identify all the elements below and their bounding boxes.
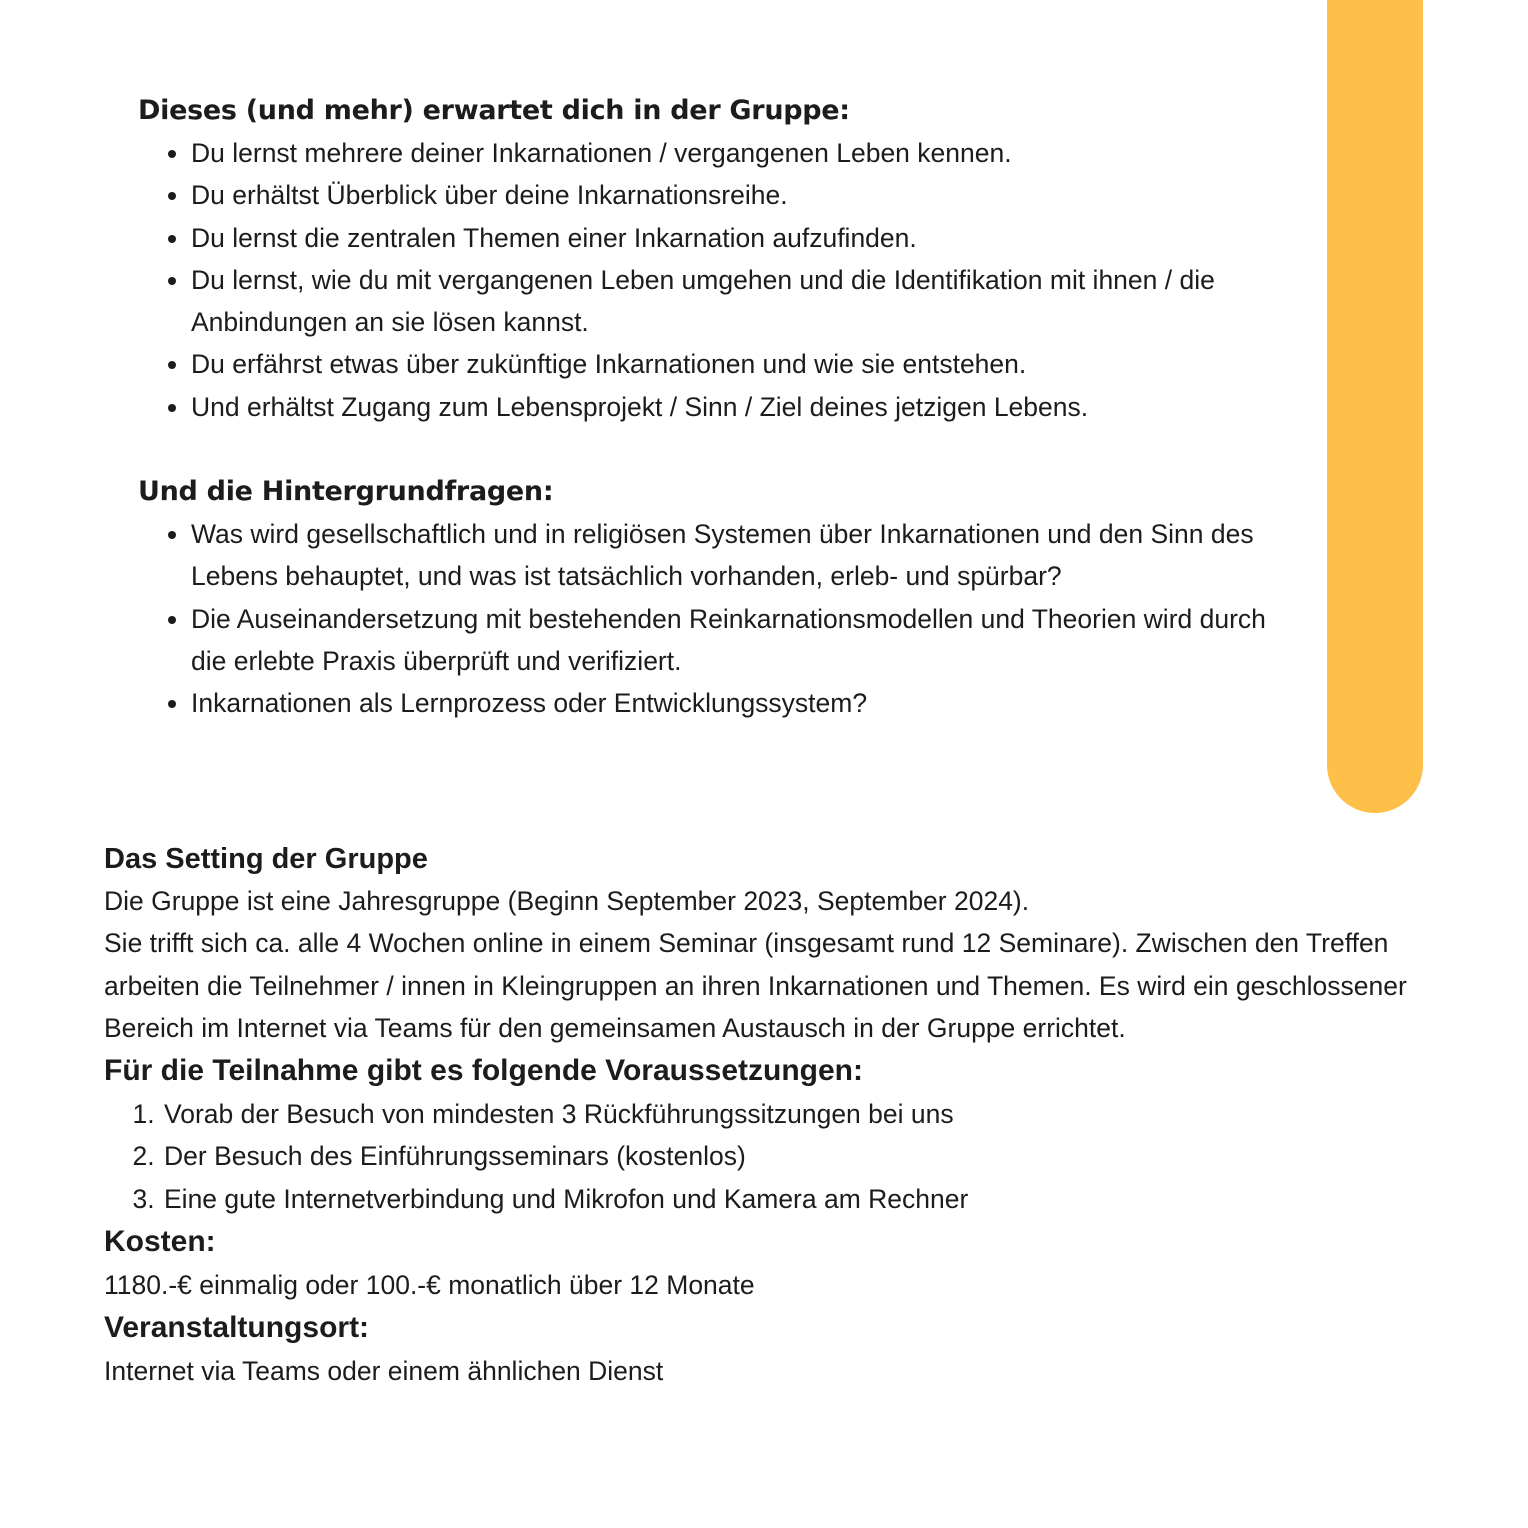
list-item: • Du lernst mehrere deiner Inkarnationen / vergangenen Leben kennen. — [191, 132, 1268, 174]
costs-text: 1180.-€ einmalig oder 100.-€ monatlich über 12 Monate — [104, 1270, 755, 1301]
venue-heading: Veranstaltungsort: — [104, 1311, 370, 1345]
costs-heading: Kosten: — [104, 1225, 216, 1259]
list-item: • Du lernst, wie du mit vergangenen Leben umgehen und die Identifikation mit ihnen / die Anbindungen an sie lösen kannst. — [191, 259, 1268, 344]
list-item: • Du erfährst etwas über zukünftige Inkarnationen und wie sie entstehen. — [191, 343, 1268, 385]
spacer — [138, 428, 1268, 471]
requirements-heading: Für die Teilnahme gibt es folgende Voraussetzungen: — [104, 1054, 863, 1088]
bottom-section — [104, 838, 1424, 1393]
venue-text: Internet via Teams oder einem ähnlichen Dienst — [104, 1356, 664, 1387]
expectations-list — [138, 132, 1268, 428]
setting-heading: Das Setting der Gruppe — [104, 843, 428, 875]
background-questions-heading: Und die Hintergrundfragen: — [138, 476, 554, 508]
top-section — [138, 90, 1268, 725]
list-item: • Du lernst die zentralen Themen einer Inkarnation aufzufinden. — [191, 217, 1268, 259]
list-item: • Und erhältst Zugang zum Lebensprojekt / Sinn / Ziel deines jetzigen Lebens. — [191, 386, 1268, 428]
background-questions-list — [138, 513, 1268, 724]
expectations-heading: Dieses (und mehr) erwartet dich in der Gruppe: — [138, 95, 850, 126]
list-item: • Die Auseinandersetzung mit bestehenden Reinkarnationsmodellen und Theorien wird durch die erlebte Praxis überprüft und verifiziert. — [191, 598, 1268, 683]
requirements-list — [104, 1093, 1424, 1220]
list-item: 2. Der Besuch des Einführungsseminars (kostenlos) — [162, 1135, 1424, 1177]
list-item: • Inkarnationen als Lernprozess oder Entwicklungssystem? — [191, 682, 1268, 724]
list-item: 1. Vorab der Besuch von mindesten 3 Rückführungssitzungen bei uns — [162, 1093, 1424, 1135]
setting-line-2: Sie trifft sich ca. alle 4 Wochen online in einem Seminar (insgesamt rund 12 Seminare). Zwischen den Treffen arbeiten die Teilnehmer / innen in Kleingruppen an ihren Inkarnationen und Themen. Es wird ein geschlossener Bereich im Internet via Teams für den gemeinsamen Austausch in der Gruppe errichtet. — [104, 928, 1407, 1043]
list-item: 3. Eine gute Internetverbindung und Mikrofon und Kamera am Rechner — [162, 1178, 1424, 1220]
list-item: • Was wird gesellschaftlich und in religiösen Systemen über Inkarnationen und den Sinn des Lebens behauptet, und was ist tatsächlich vorhanden, erleb- und spürbar? — [191, 513, 1268, 598]
accent-bar — [1327, 0, 1423, 813]
list-item: • Du erhältst Überblick über deine Inkarnationsreihe. — [191, 174, 1268, 216]
setting-line-1: Die Gruppe ist eine Jahresgruppe (Beginn September 2023, September 2024). — [104, 886, 1030, 916]
